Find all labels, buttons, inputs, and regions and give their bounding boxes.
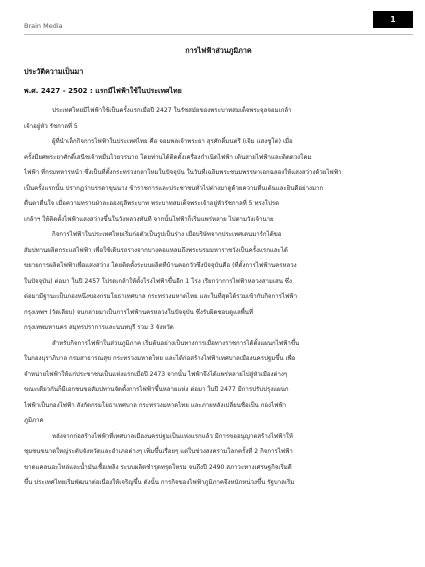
paragraph-line: เจ้าอยู่หัว รัชกาลที่ 5: [24, 122, 78, 130]
page-title: การไฟฟ้าส่วนภูมิภาค: [185, 46, 252, 55]
paragraph-line: ครั้งมียศพระยาศักดิ์เสนีชเจ้าหมื่นไวยวรนาถ โดยท่านได้ติดตั้งเครื่องกำเนิดไฟฟ้า เดินสายไฟฟ้าและติดดวงโคม: [24, 153, 312, 161]
sub-heading: พ.ศ. 2427 - 2502 : แรกมีไฟฟ้าใช้ในประเทศไทย: [24, 87, 182, 95]
paragraph-line: ภูมิภาค: [24, 417, 44, 424]
header-brand: Brain Media: [24, 22, 63, 30]
header-divider: [24, 34, 413, 35]
paragraph-line: ไฟฟ้าเป็นกองไฟฟ้า สังกัดกรมโยธาเทศบาล กระทรวงมหาดไทย และภายหลังเปลี่ยนชื่อเป็น กองไฟฟ้า: [24, 401, 287, 409]
paragraph-line: หลังจากก่อสร้างไฟฟ้าที่เทศบาลเมืองนครปฐมเป็นแห่งแรกแล้ว มีการขออนุญาตสร้างไฟฟ้าให้: [52, 432, 293, 440]
paragraph-line: ขาดแคลนอะไหล่และน้ำมันเชื้อเพลิง ระบบผลิตชำรุดทรุดโทรม จนถึงปี 2490 สภาวะทางเศรษฐกิจเริ่มดี: [24, 463, 292, 471]
section-heading: ประวัติความเป็นมา: [24, 67, 84, 76]
body-text: [24, 103, 413, 491]
paragraph-line: ในกองบุราภิบาล กรมสาธารณสุข กระทรวงมหาดไทย และได้ก่อสร้างไฟฟ้าเทศบาลเมืองนครปฐมขึ้น เพื่อ: [24, 355, 296, 362]
paragraph-line: ต่อมามีฐานะเป็นกองหนึ่งของกรมโยธาเทศบาล กระทรวงมหาดไทย และในที่สุดได้รวมเข้ากับกิจการไฟฟ้า: [24, 293, 298, 300]
paragraph-line: ชุมชนขนาดใหญ่ระดับจังหวัดและอำเภอต่างๆ เพิ่มขึ้นเรื่อยๆ แต่ในช่วงสงครามโลกครั้งที่ 2 กิจการไฟฟ้า: [24, 448, 293, 455]
paragraph-line: ตื่นตาตื่นใจ เมื่อความทราบฝ่าละอองธุลีพระบาท พระบาทสมเด็จพระเจ้าอยู่หัวรัชกาลที่ 5 ทรงโปรด: [24, 200, 280, 207]
paragraph-line: ขึ้น ประเทศไทยเริ่มพัฒนาต่อเนื่องให้เจริญขึ้น ดังนั้น การกิจของไฟฟ้าภูมิภาคจึงหนักหน่วงขึ้น รัฐบาลเริ่ม: [24, 479, 295, 486]
paragraph-line: ไฟฟ้า ที่กรมทหารหน้า ซึ่งเป็นที่ตั้งกระทรวงกลาโหมในปัจจุบัน ในวันที่เฉลิมพระชนมพรรษาเอกฉลองให้แสงสว่างด้วยไฟฟ้า: [24, 169, 342, 176]
page-number-badge: 1: [373, 11, 413, 28]
paragraph-line: กิจการไฟฟ้าในประเทศไทยเริ่มก่อตัวเป็นรูปเป็นร่าง เมื่อบริษัทจากประเทศเดนมาร์กได้ขอ: [52, 231, 282, 238]
paragraph-line: เป็นครั้งแรกนั้น ปรากฏว่าบรรดาขุนนาง ข้าราชการและประชาชนทั่วไปต่างมาดูด้วยความตื่นเต้นและยินดีอย่างมาก: [24, 184, 324, 192]
paragraph-line: ประเทศไทยมีไฟฟ้าใช้เป็นครั้งแรกเมื่อปี 2427 ในรัชสมัยของพระบาทสมเด็จพระจุลจอมเกล้า: [52, 107, 292, 114]
paragraph-line: ผู้ที่นำเล็กกิจการไฟฟ้าในประเทศไทย คือ จอมพลเจ้าพระยา สุรศักดิ์มนตรี (เจิม แสงชูโต) เมื่อ: [52, 138, 293, 145]
paragraph-line: กรุงเทพฯ (วัดเลียบ) จนกลายมาเป็นการไฟฟ้านครหลวงในปัจจุบัน ซึ่งรับผิดชอบดูแลพื้นที่: [24, 308, 253, 316]
paragraph-line: ขณะเดียวกันก็มีเอกชนขอสัมปทานจัดตั้งการไฟฟ้าขึ้นหลายแห่ง ต่อมา ในปี 2477 มีการปรับปรุงแผนก: [24, 386, 289, 393]
paragraph-line: ในปัจจุบัน) ต่อมา ในปี 2457 โปรดเกล้าให้ตั้งโรงไฟฟ้าขึ้นอีก 1 โรง เรียกว่าการไฟฟ้าหลวงสามเสน ซึ่ง: [24, 277, 292, 285]
paragraph-line: สัมปทานผลิตกระแสไฟฟ้า เพื่อใช้เดินรถรางจากบางคอแหลมถึงพระบรมมหาราชวังเป็นครั้งแรกและได้: [24, 246, 288, 254]
paragraph-line: ขยายการผลิตไฟฟ้าเพื่อแสงสว่าง โดยติดตั้งระบบผลิตที่บ้านคอกวัวซึ่งปัจจุบันคือ (ที่ตั้งการไฟฟ้านครหลวง: [24, 262, 297, 269]
paragraph-line: สำหรับกิจการไฟฟ้าในส่วนภูมิภาค เริ่มต้นอย่างเป็นทางการเมื่อทางราชการได้ตั้งแผนกไฟฟ้าขึ้น: [52, 339, 300, 347]
paragraph-line: กรุงเทพมหานคร สมุทรปราการและนนทบุรี รวม 3 จังหวัด: [24, 324, 174, 331]
paragraph-line: จำหน่ายไฟฟ้าให้แก่ประชาชนเป็นแห่งแรกเมื่อปี 2473 จากนั้น ไฟฟ้าจึงได้แพร่หลายไปสู่หัวเมืองต่างๆ: [24, 370, 288, 378]
paragraph-line: เกล้าฯ ให้ติดตั้งไฟฟ้าแสงสว่างขึ้นในวังหลวงทันที จากนั้นไฟฟ้าก็เริ่มแพร่หลาย ไปตามวังเจ้านาย: [24, 215, 274, 223]
